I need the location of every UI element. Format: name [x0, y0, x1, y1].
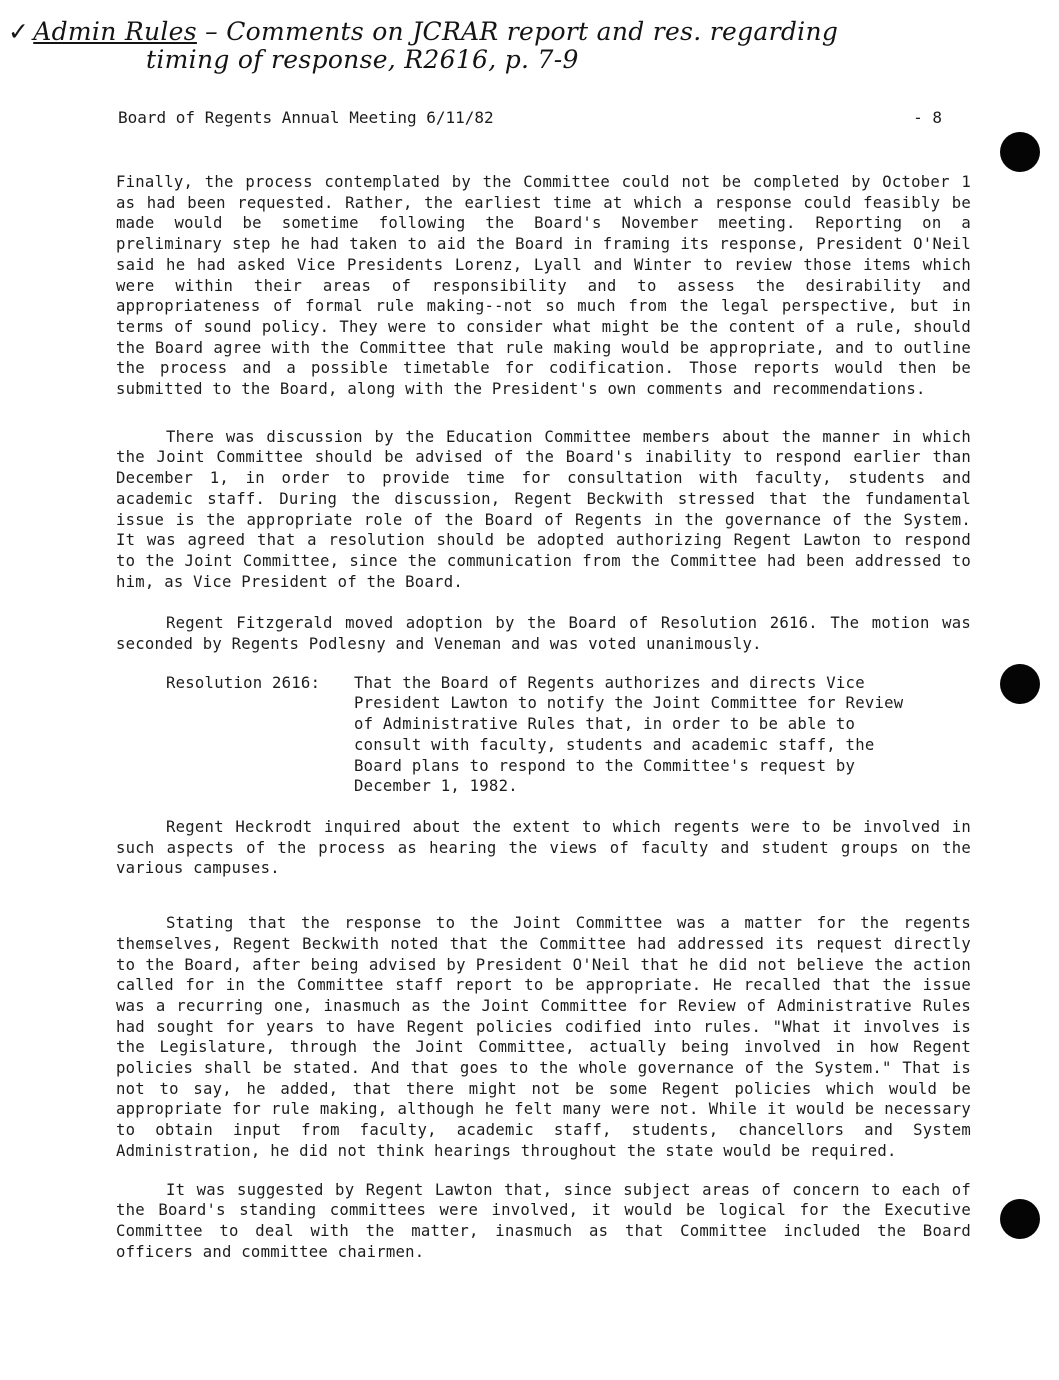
page-header — [118, 108, 942, 128]
punch-hole-icon — [1000, 664, 1040, 704]
page-number: - 8 — [913, 108, 942, 127]
meeting-title: Board of Regents Annual Meeting 6/11/82 — [118, 108, 494, 127]
check-mark-icon: ✓ — [8, 17, 30, 46]
handwritten-annotation — [8, 18, 968, 74]
annotation-line1: – Comments on JCRAR report and res. regarding — [196, 17, 839, 46]
annotation-line2: timing of response, R2616, p. 7-9 — [146, 45, 579, 74]
resolution-text: That the Board of Regents authorizes and directs Vice President Lawton to notify the Joint Committee for Review of Administrative Rules that, in order to be able to consult with faculty, students and academic staff, the Board plans to respond to the Committee's request by December 1, 1982. — [354, 673, 904, 796]
resolution-block — [166, 673, 976, 797]
paragraph-4: Regent Heckrodt inquired about the extent to which regents were to be involved in such aspects of the process as hearing the views of faculty and student groups on the various campuses. — [116, 817, 971, 878]
resolution-label: Resolution 2616: — [166, 673, 321, 692]
annotation-underlined-text: Admin Rules — [33, 17, 197, 46]
document-body — [116, 172, 971, 1262]
paragraph-6: It was suggested by Regent Lawton that, since subject areas of concern to each of the Board's standing committees were involved, it would be logical for the Executive Committee to deal with the matter, inasmuch as that Committee included the Board officers and committee chairmen. — [116, 1180, 971, 1261]
paragraph-3: Regent Fitzgerald moved adoption by the Board of Resolution 2616. The motion was seconded by Regents Podlesny and Veneman and was voted unanimously. — [116, 614, 971, 654]
paragraph-2: There was discussion by the Education Committee members about the manner in which the Joint Committee should be advised of the Board's inability to respond earlier than December 1, in order to provide time for consultation with faculty, students and academic staff. During the discussion, Regent Beckwith stressed that the fundamental issue is the appropriate role of the Board of Regents in the governance of the System. It was agreed that a resolution should be adopted authorizing Regent Lawton to respond to the Joint Committee, since the communication from the Committee had been addressed to him, as Vice President of the Board. — [116, 427, 971, 591]
punch-hole-icon — [1000, 1199, 1040, 1239]
punch-hole-icon — [1000, 132, 1040, 172]
paragraph-5: Stating that the response to the Joint Committee was a matter for the regents themselves, Regent Beckwith noted that the Committee had addressed its request directly to the Board, after being advised by President O'Neil that he did not believe the action called for in the Committee staff report to be appropriate. He recalled that the issue was a recurring one, inasmuch as the Joint Committee for Review of Administrative Rules had sought for years to have Regent policies codified into rules. "What it involves is the Legislature, through the Joint Committee, actually being involved in how Regent policies shall be stated. And that goes to the whole governance of the System." That is not to say, he added, that there might not be some Regent policies which would be appropriate for rule making, although he felt many were not. While it would be necessary to obtain input from faculty, academic staff, students, chancellors and System Administration, he did not think hearings throughout the state would be required. — [116, 914, 971, 1160]
paragraph-1: Finally, the process contemplated by the Committee could not be completed by October 1 as had been requested. Rather, the earliest time at which a response could feasibly be made would be sometime following the Board's November meeting. Reporting on a preliminary step he had taken to aid the Board in framing its response, President O'Neil said he had asked Vice Presidents Lorenz, Lyall and Winter to review those items which were within their areas of responsibility and to assess the desirability and appropriateness of formal rule making--not so much from the legal perspective, but in terms of sound policy. They were to consider what might be the content of a rule, should the Board agree with the Committee that rule making would be appropriate, and to outline the process and a possible timetable for codification. Those reports would then be submitted to the Board, along with the President's own comments and recommendations. — [116, 173, 971, 399]
